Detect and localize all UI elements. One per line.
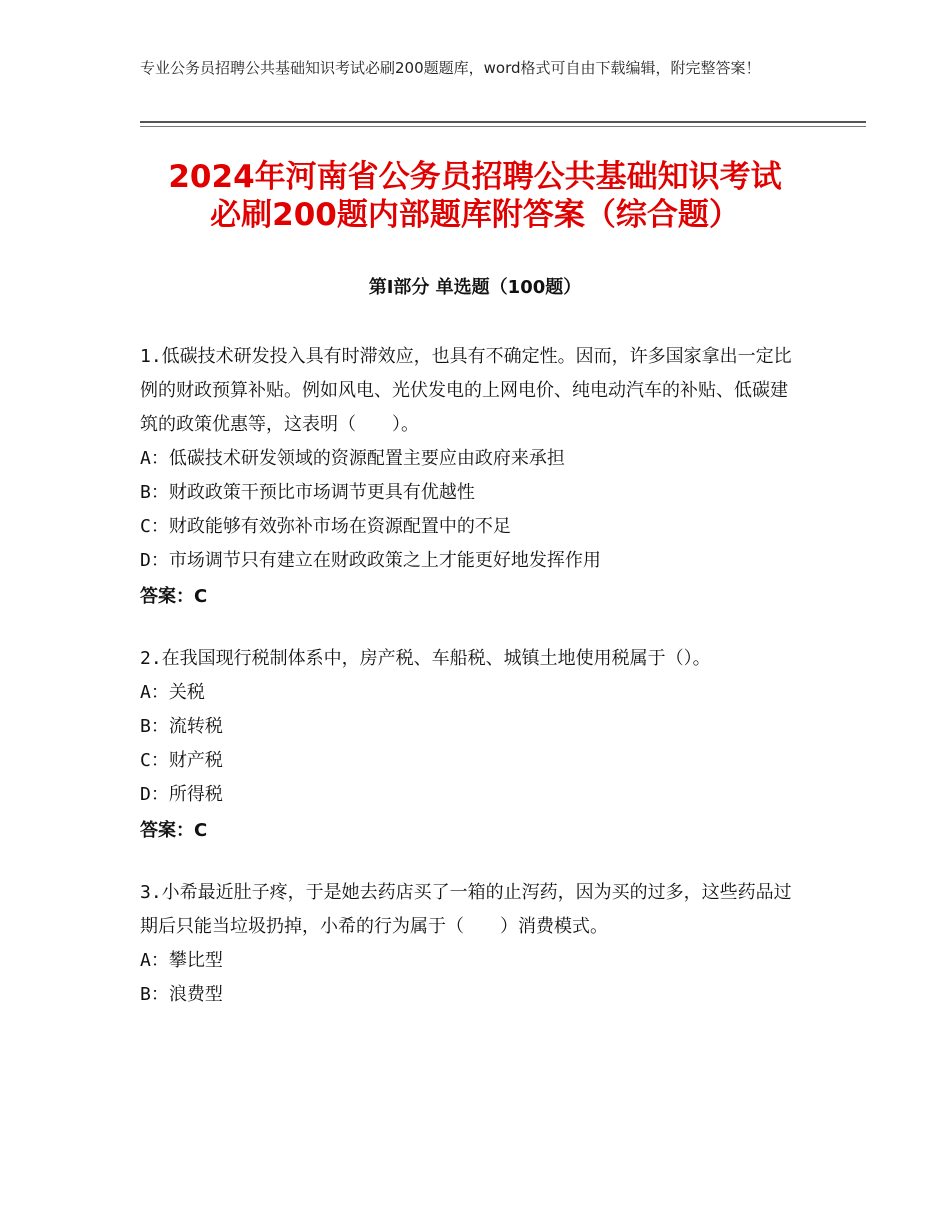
document-title xyxy=(100,158,850,234)
question-stem: 3.小希最近肚子疼，于是她去药店买了一箱的止泻药，因为买的过多，这些药品过期后只能当垃圾扔掉，小希的行为属于（ ）消费模式。 xyxy=(140,882,792,937)
question-list xyxy=(140,340,800,1040)
header-divider-thin xyxy=(140,126,866,127)
option-c: C：财产税 xyxy=(140,750,223,771)
document-title-line2: 必刷200题内部题库附答案（综合题） xyxy=(210,197,740,233)
header-divider-thick xyxy=(140,121,866,123)
option-b: B：流转税 xyxy=(140,716,223,737)
section-title: 第Ⅰ部分 单选题（100题） xyxy=(368,277,582,298)
answer: 答案：C xyxy=(140,820,208,841)
header-note: 专业公务员招聘公共基础知识考试必刷200题题库，word格式可自由下载编辑，附完整答案！ xyxy=(140,59,761,77)
option-b: B：浪费型 xyxy=(140,984,223,1005)
option-d: D：市场调节只有建立在财政政策之上才能更好地发挥作用 xyxy=(140,550,601,571)
question-1 xyxy=(140,340,800,614)
option-a: A：攀比型 xyxy=(140,950,223,971)
question-3 xyxy=(140,876,800,1012)
option-c: C：财政能够有效弥补市场在资源配置中的不足 xyxy=(140,516,511,537)
option-a: A：低碳技术研发领域的资源配置主要应由政府来承担 xyxy=(140,448,565,469)
answer: 答案：C xyxy=(140,586,208,607)
question-2 xyxy=(140,642,800,848)
question-stem: 1.低碳技术研发投入具有时滞效应，也具有不确定性。因而，许多国家拿出一定比例的财政预算补贴。例如风电、光伏发电的上网电价、纯电动汽车的补贴、低碳建筑的政策优惠等，这表明（ ）。 xyxy=(140,346,792,435)
document-title-line1: 2024年河南省公务员招聘公共基础知识考试 xyxy=(168,159,782,195)
option-b: B：财政政策干预比市场调节更具有优越性 xyxy=(140,482,475,503)
option-d: D：所得税 xyxy=(140,784,223,805)
question-stem: 2.在我国现行税制体系中，房产税、车船税、城镇土地使用税属于（）。 xyxy=(140,648,711,669)
option-a: A：关税 xyxy=(140,682,205,703)
